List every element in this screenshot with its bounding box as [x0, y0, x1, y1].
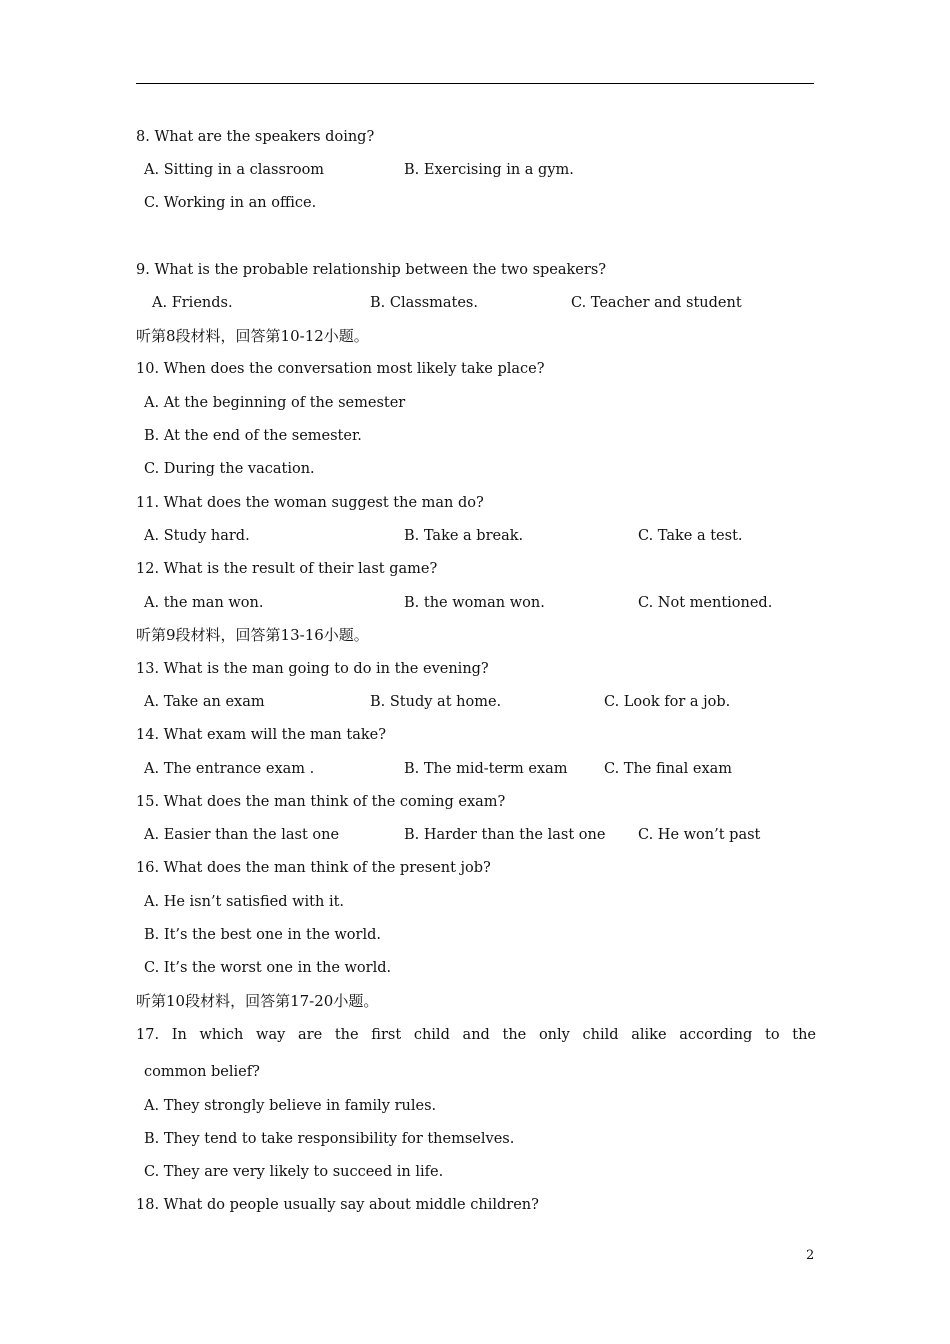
option-13a: A. Take an exam	[144, 694, 265, 710]
option-11a: A. Study hard.	[144, 528, 250, 544]
option-8b: B. Exercising in a gym.	[404, 162, 574, 178]
option-15b: B. Harder than the last one	[404, 827, 606, 843]
option-15c: C. He won’t past	[638, 827, 761, 843]
document-page: 8. What are the speakers doing? A. Sitting in a classroom B. Exercising in a gym. C. Working in an office. 9. What is the probable relationship between the two speakers? A. Friends. B. Classmates. C. Teacher and student 听第8段材料，回答第10-12小题。 10. When does the conversation most likely take place? A. At the beginning of the semester B. At the end of the semester. C. During the vacation. 11. What does the woman suggest the man do? A. Study hard. B. Take a break. C. Take a test. 12. What is the result of their last game? A. the man won. B. the woman won. C. Not mentioned. 听第9段材料，回答第13-16小题。 13. What is the man going to do in the evening? A. Take an exam B. Study at home. C. Look for a job. 14. What exam will the man take? A. The entrance exam . B. The mid-term exam C. The final exam 15. What does the man think of the coming exam? A. Easier than the last one B. Harder than the last one C. He won’t past 16. What does the man think of the present job? A. He isn’t satisfied with it. B. It’s the best one in the world. C. It’s the worst one in the world. 听第10段材料，回答第17-20小题。 17. In which way are the first child and the only child alike according to the common belief? A. They strongly believe in family rules. B. They tend to take responsibility for themselves. C. They are very likely to succeed in life. 18. What do people usually say about middle children? 2	[0, 0, 950, 1344]
header-rule	[136, 83, 814, 84]
option-13c: C. Look for a job.	[604, 694, 731, 710]
option-12c: C. Not mentioned.	[638, 595, 773, 611]
option-15a: A. Easier than the last one	[144, 827, 340, 843]
option-12a: A. the man won.	[144, 595, 264, 611]
option-14c: C. The final exam	[604, 761, 733, 777]
option-11c: C. Take a test.	[638, 528, 743, 544]
option-12b: B. the woman won.	[404, 595, 545, 611]
option-11b: B. Take a break.	[404, 528, 524, 544]
option-14b: B. The mid-term exam	[404, 761, 568, 777]
option-9c: C. Teacher and student	[571, 295, 742, 311]
question-17: 17. In which way are the first child and the only child alike according to the	[136, 1027, 816, 1043]
option-14a: A. The entrance exam .	[144, 761, 315, 777]
option-13b: B. Study at home.	[370, 694, 502, 710]
option-9a: A. Friends.	[152, 295, 233, 311]
option-8a: A. Sitting in a classroom	[144, 162, 325, 178]
page-number: 2	[806, 1248, 815, 1263]
option-9b: B. Classmates.	[370, 295, 478, 311]
